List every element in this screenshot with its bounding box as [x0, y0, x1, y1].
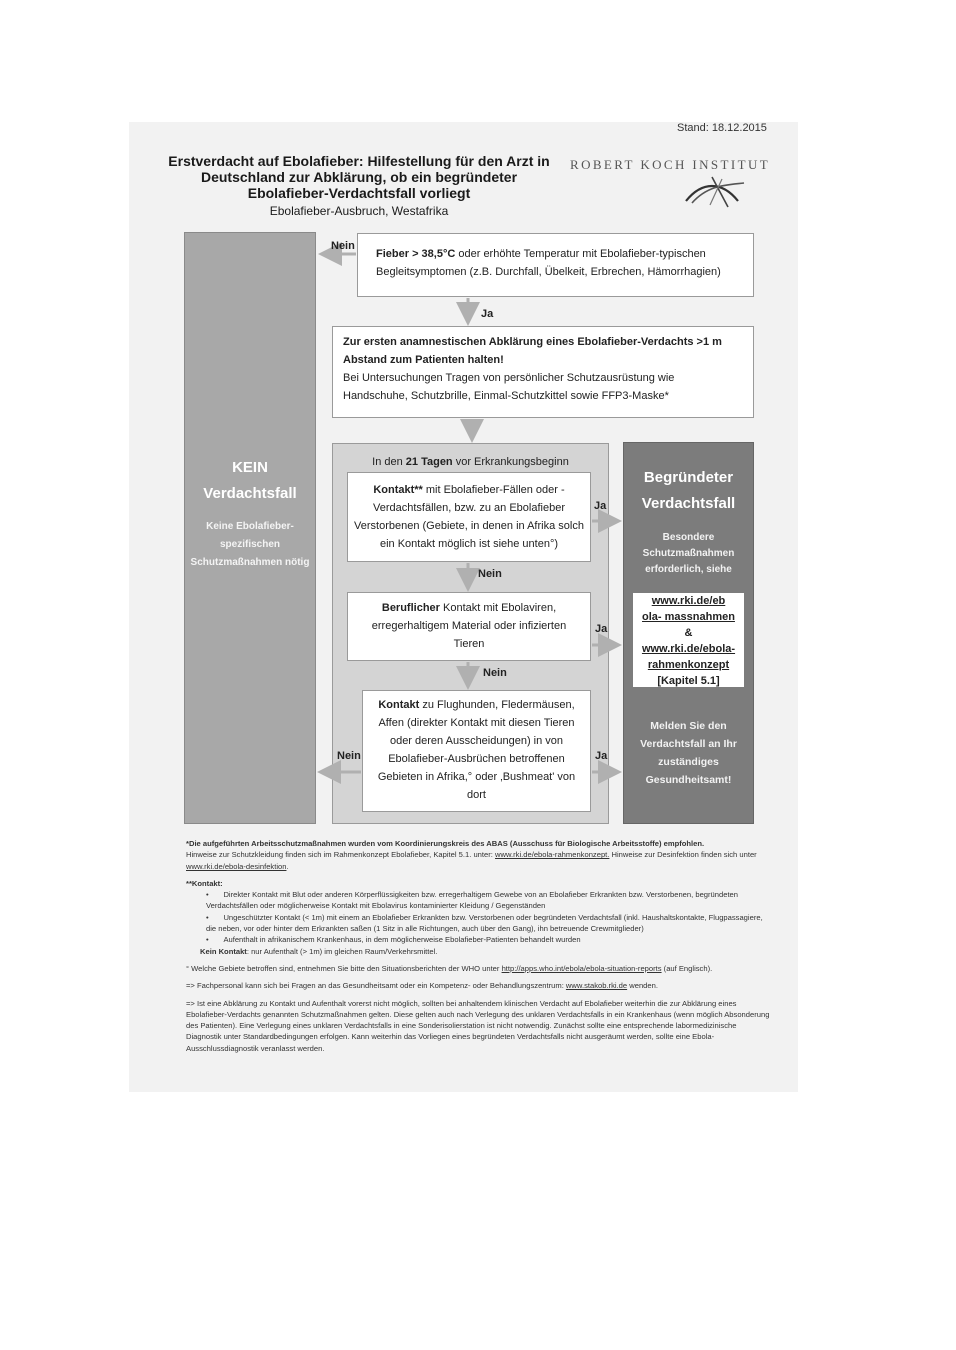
footnote-who: ° Welche Gebiete betroffen sind, entnehmen Sie bitte den Situationsberichten der WHO unter http://apps.who.int/ebola/ebola-situation-reports (auf Englisch).: [186, 963, 713, 973]
fever-box: Fieber > 38,5°C oder erhöhte Temperatur mit Ebolafieber-typischen Begleitsymptomen (z.B. Durchfall, Übelkeit, Erbrechen, Hämorrhagien): [357, 233, 754, 297]
link-rahmenkonzept[interactable]: www.rki.de/ebola-rahmenkonzept.: [495, 850, 610, 860]
link-desinfektion[interactable]: www.rki.de/ebola-desinfektion: [186, 861, 287, 871]
footnote-stakob: => Fachpersonal kann sich bei Fragen an das Gesundheitsamt oder ein Kompetenz- oder Behandlungszentrum: www.stakob.rki.de wenden.: [186, 981, 658, 991]
footnote-abklaerung: => Ist eine Abklärung zu Kontakt und Aufenthalt vorerst nicht möglich, sollten bei anhaltendem klinischen Verdacht auf Ebolafieber weiterhin die zur Abklärung eines Ebolafieber-Verdachts genannten Schutzmaßnahmen gelten. Diese gelten auch nach Verlegung des unklaren Verdachtsfalls in ein Krankenhaus (wenn möglich Absonderung des Patienten). Eine Verlegung eines unklaren Verdachtsfalls in eine Sonderisolierstation ist nicht notwendig. Zunächst sollte eine entsprechende labormedizinische Diagnostik unter Standardbedingungen erfolgen. Kann weiterhin das Vorliegen eines begründeten Verdachtsfalls nicht ausgeräumt werden, sollte eine Ebola-Ausschlussdiagnostik veranlasst werden.: [186, 998, 770, 1053]
label-nein-2: Nein: [478, 568, 502, 580]
link-who-reports[interactable]: http://apps.who.int/ebola/ebola-situation-reports: [501, 963, 662, 973]
label-ja-1: Ja: [481, 308, 494, 320]
kontakt-bullet-1: • Direkter Kontakt mit Blut oder anderen Körperflüssigkeiten bzw. erregerhaltigem Gewebe von an Ebolafieber Erkrankten bzw. Verstorbenen, begründeten Verdachtsfällen oder möglicherweise Kontakt mit Ebolavirus kontaminierter Kleidung / Gegenständen: [206, 890, 738, 911]
link-ebola-rahmenkonzept-a[interactable]: www.rki.de/ebola-: [641, 643, 736, 655]
document-subtitle: Ebolafieber-Ausbruch, Westafrika: [269, 204, 449, 218]
document-title: Erstverdacht auf Ebolafieber: Hilfestellung für den Arzt in Deutschland zur Abklärung, ob ein begründeter Ebolafieber-Verdachtsfall vorliegt: [168, 153, 550, 201]
footnote-abas: *Die aufgeführten Arbeitsschutzmaßnahmen wurden vom Koordinierungskreis des ABAS (Ausschuss für Biologische Arbeitsstoffe) empfohlen.: [186, 839, 705, 848]
link-ebola-massnahmen-b[interactable]: ola- massnahmen: [642, 611, 735, 623]
link-ebola-rahmenkonzept-b[interactable]: rahmenkonzept: [647, 659, 730, 671]
kontakt-bullet-3: • Aufenthalt in afrikanischem Krankenhaus, in dem möglicherweise Ebolafieber-Patienten behandelt wurden: [206, 935, 581, 945]
footnotes: [186, 838, 770, 1054]
label-nein-1: Nein: [331, 240, 355, 252]
link-stakob[interactable]: www.stakob.rki.de: [565, 981, 628, 991]
ampersand: &: [684, 627, 693, 639]
label-ja-4: Ja: [595, 750, 608, 762]
contact-cases-box: Kontakt** mit Ebolafieber-Fällen oder -Verdachtsfällen, bzw. zu an Ebolafieber Verstorbenen (Gebiete, in denen in Afrika solch ein Kontakt möglich ist siehe unten°): [347, 472, 591, 562]
label-ja-2: Ja: [594, 500, 607, 512]
no-suspicion-heading: KEIN Verdachtsfall: [203, 459, 297, 502]
occupational-contact-box: Beruflicher Kontakt mit Ebolaviren, erregerhaltigem Material oder infizierten Tieren: [347, 592, 591, 661]
label-ja-3: Ja: [595, 623, 608, 635]
exposure-period-label: In den 21 Tagen vor Erkrankungsbeginn: [372, 456, 569, 468]
report-instruction: Melden Sie den Verdachtsfall an Ihr zuständiges Gesundheitsamt!: [640, 720, 737, 786]
kontakt-bullet-2: • Ungeschützter Kontakt (< 1m) mit einem an Ebolafieber Erkrankten bzw. Verstorbenen oder begründeten Verdachtsfall (inkl. Haushaltskontakte, Flugpassagiere, die neben, vor oder hinter dem Erkrankten saßen (1 Sitz in alle Richtungen, auch über den Gang), ihn betreuende Crewmitglieder): [206, 912, 763, 934]
date-stamp: Stand: 18.12.2015: [677, 122, 767, 134]
distance-box: Zur ersten anamnestischen Abklärung eines Ebolafieber-Verdachts >1 m Abstand zum Patienten halten! Bei Untersuchungen Tragen von persönlicher Schutzausrüstung wie Handschuhe, Schutzbrille, Einmal-Schutzkittel sowie FFP3-Maske*: [332, 326, 754, 418]
institute-name: ROBERT KOCH INSTITUT: [570, 157, 771, 172]
footnote-protection: Hinweise zur Schutzkleidung finden sich im Rahmenkonzept Ebolafieber, Kapitel 5.1. unter: www.rki.de/ebola-rahmenkonzept. Hinweise zur Desinfektion finden sich unter www.rki.de/ebola-desinfektion.: [186, 850, 757, 871]
label-nein-4: Nein: [337, 750, 361, 762]
link-ebola-massnahmen-a[interactable]: www.rki.de/eb: [651, 595, 726, 607]
suspected-case-text: Besondere Schutzmaßnahmen erforderlich, siehe: [642, 532, 735, 575]
kein-kontakt: Kein Kontakt: nur Aufenthalt (> 1m) im gleichen Raum/Verkehrsmittel.: [200, 946, 438, 956]
animal-contact-box: Kontakt zu Flughunden, Fledermäusen, Affen (direkter Kontakt mit diesen Tieren oder deren Ausscheidungen) in von Ebolafieber-Ausbrüchen betroffenen Gebieten in Afrika,° oder ‚Bushmeat' von dort: [362, 690, 591, 812]
chapter-ref: [Kapitel 5.1]: [657, 675, 720, 687]
suspected-case-heading: Begründeter Verdachtsfall: [641, 469, 736, 512]
kontakt-heading: **Kontakt:: [186, 878, 223, 888]
no-suspicion-text: Keine Ebolafieber-spezifischen Schutzmaßnahmen nötig: [190, 521, 310, 568]
label-nein-3: Nein: [483, 667, 507, 679]
